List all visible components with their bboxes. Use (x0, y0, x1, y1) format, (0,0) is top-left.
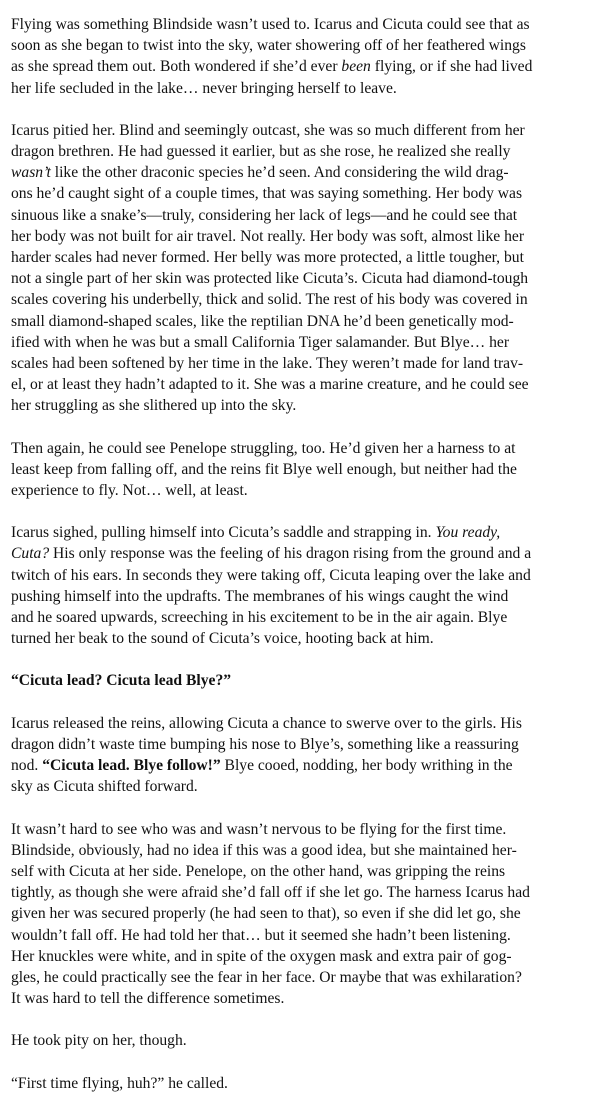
text-run: scales had been softened by her time in the lake. They weren’t made for land trav- (11, 355, 524, 373)
text-line (11, 967, 567, 988)
paragraph (11, 819, 567, 1010)
text-run: tightly, as though she were afraid she’d fall off if she let go. The harness Icarus had (11, 884, 530, 902)
text-run: Blindside, obviously, had no idea if this was a good idea, but she maintained her- (11, 841, 517, 859)
text-line (11, 56, 567, 77)
text-run: Icarus sighed, pulling himself into Cicuta’s saddle and strapping in. (11, 524, 436, 542)
paragraph (11, 1030, 567, 1051)
text-line (11, 819, 567, 840)
text-run: turned her beak to the sound of Cicuta’s voice, hooting back at him. (11, 630, 434, 648)
paragraph (11, 1073, 567, 1094)
text-run: sinuous like a snake’s—truly, considering her lack of legs—and he could see that (11, 206, 518, 224)
text-run: small diamond-shaped scales, like the reptilian DNA he’d been genetically mod- (11, 312, 514, 330)
text-run: experience to fly. Not… well, at least. (11, 482, 248, 500)
italic-text: wasn’t (11, 164, 51, 182)
text-run: as she spread them out. Both wondered if she’d ever (11, 58, 342, 76)
italic-text: Cuta? (11, 545, 50, 563)
text-run: her struggling as she slithered up into the sky. (11, 397, 297, 415)
text-run: twitch of his ears. In seconds they were taking off, Cicuta leaping over the lake and (11, 566, 531, 584)
text-run: “First time flying, huh?” he called. (11, 1074, 228, 1092)
bold-dialogue: “Cicuta lead? Cicuta lead Blye?” (11, 672, 232, 690)
text-line (11, 311, 567, 332)
book-page (11, 14, 567, 1094)
text-line (11, 840, 567, 861)
text-line (11, 374, 567, 395)
text-run: like the other draconic species he’d seen. And considering the wild drag- (50, 164, 509, 182)
text-run: Flying was something Blindside wasn’t used to. Icarus and Cicuta could see that as (11, 16, 530, 33)
text-line (11, 713, 567, 734)
text-run: given her was secured properly (he had seen to that), so even if she did let go, she (11, 905, 521, 923)
text-line (11, 353, 567, 374)
text-run: He took pity on her, though. (11, 1032, 187, 1050)
text-run: her life secluded in the lake… never bringing herself to leave. (11, 79, 397, 97)
text-run: harder scales had never formed. Her belly was more protected, a little tougher, but (11, 249, 524, 267)
text-run: It was hard to tell the difference sometimes. (11, 990, 285, 1008)
text-run: her body was not built for air travel. Not really. Her body was soft, almost like her (11, 227, 525, 245)
text-run: ified with when he was but a small California Tiger salamander. But Blye… her (11, 333, 510, 351)
text-run: not a single part of her skin was protected like Cicuta’s. Cicuta had diamond-tough (11, 270, 529, 288)
text-line (11, 268, 567, 289)
text-run: pushing himself into the updrafts. The membranes of his wings caught the wind (11, 587, 509, 605)
text-line (11, 755, 567, 776)
text-line (11, 586, 567, 607)
text-run: dragon brethren. He had guessed it earlier, but as she rose, he realized she really (11, 143, 511, 161)
text-run: scales covering his underbelly, thick and solid. The rest of his body was covered in (11, 291, 528, 309)
text-line (11, 1073, 567, 1094)
text-line (11, 247, 567, 268)
text-run: Her knuckles were white, and in spite of the oxygen mask and extra pair of gog- (11, 947, 512, 965)
text-line (11, 438, 567, 459)
text-run: ons he’d caught sight of a couple times, that was saying something. Her body was (11, 185, 523, 203)
text-line (11, 205, 567, 226)
text-line (11, 903, 567, 924)
text-line (11, 332, 567, 353)
text-run: self with Cicuta at her side. Penelope, on the other hand, was gripping the reins (11, 862, 506, 880)
text-line (11, 480, 567, 501)
text-run: It wasn’t hard to see who was and wasn’t nervous to be flying for the first time. (11, 820, 507, 838)
text-run: Icarus pitied her. Blind and seemingly outcast, she was so much different from her (11, 121, 525, 139)
text-run: dragon didn’t waste time bumping his nose to Blye’s, something like a reassuring (11, 735, 519, 753)
text-line (11, 78, 567, 99)
text-run: least keep from falling off, and the reins fit Blye well enough, but neither had the (11, 460, 517, 478)
text-run: wouldn’t fall off. He had told her that… but it seemed she hadn’t been listening. (11, 926, 511, 944)
text-run: nod. (11, 757, 43, 775)
text-line (11, 289, 567, 310)
text-line (11, 861, 567, 882)
bold-dialogue: “Cicuta lead. Blye follow!” (42, 757, 221, 775)
text-run: Then again, he could see Penelope struggling, too. He’d given her a harness to at (11, 439, 516, 457)
italic-text: You ready, (435, 524, 501, 542)
text-line (11, 988, 567, 1009)
italic-text: been (341, 58, 371, 76)
text-line (11, 1030, 567, 1051)
text-line (11, 141, 567, 162)
text-line (11, 607, 567, 628)
text-line (11, 120, 567, 141)
text-run: el, or at least they hadn’t adapted to it. She was a marine creature, and he could see (11, 376, 529, 394)
text-line (11, 162, 567, 183)
text-line (11, 734, 567, 755)
text-run: soon as she began to twist into the sky, water showering off of her feathered wings (11, 37, 526, 55)
text-line (11, 226, 567, 247)
text-run: His only response was the feeling of his dragon rising from the ground and a (49, 545, 532, 563)
text-run: flying, or if she had lived (370, 58, 533, 76)
paragraph (11, 120, 567, 417)
text-run: and he soared upwards, screeching in his excitement to be in the air again. Blye (11, 609, 508, 627)
text-line (11, 670, 567, 691)
paragraph (11, 438, 567, 502)
text-line (11, 925, 567, 946)
text-line (11, 459, 567, 480)
text-line (11, 882, 567, 903)
text-line (11, 946, 567, 967)
text-run: gles, he could practically see the fear in her face. Or maybe that was exhilaration? (11, 968, 522, 986)
text-line (11, 628, 567, 649)
text-line (11, 395, 567, 416)
text-run: Blye cooed, nodding, her body writhing in the (220, 757, 513, 775)
text-line (11, 543, 567, 564)
text-line (11, 565, 567, 586)
paragraph (11, 14, 567, 99)
text-line (11, 183, 567, 204)
text-run: sky as Cicuta shifted forward. (11, 778, 198, 796)
text-line (11, 35, 567, 56)
text-line (11, 776, 567, 797)
text-line (11, 14, 567, 35)
paragraph (11, 713, 567, 798)
paragraph (11, 670, 567, 691)
text-run: Icarus released the reins, allowing Cicuta a chance to swerve over to the girls. His (11, 714, 522, 732)
paragraph (11, 522, 567, 649)
text-line (11, 522, 567, 543)
